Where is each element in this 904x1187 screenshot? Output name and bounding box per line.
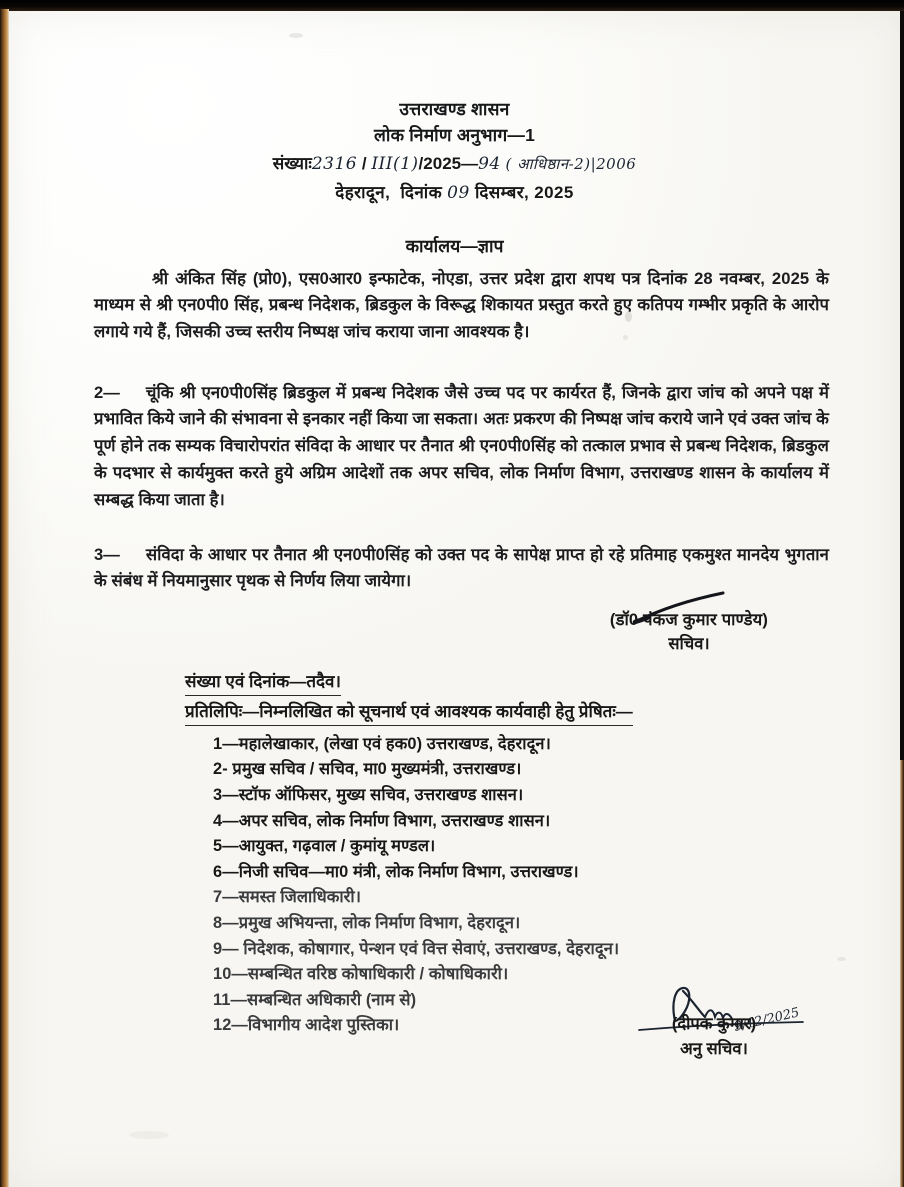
signatory-name-primary: (डॉ0 पंकज कुमार पाण्डेय) — [609, 611, 769, 629]
reference-number-separator-1: / — [361, 153, 367, 173]
signatory-name-secondary: (दीपक कुमार) — [671, 1015, 757, 1033]
paragraph-block-2 — [94, 363, 829, 531]
issuing-authority-line: उत्तराखण्ड शासन — [399, 99, 510, 119]
desk-edge-left — [0, 9, 9, 1187]
paragraph-block-1 — [94, 249, 829, 363]
list-item: 3—स्टॉफ ऑफिसर, मुख्य सचिव, उत्तराखण्ड शासन। — [213, 786, 524, 805]
paragraph-block-3 — [94, 525, 829, 612]
reference-number-hand-part-2: III(1) — [371, 153, 419, 174]
paragraph-3-body: संविदा के आधार पर तैनात श्री एन0पी0सिंह को उक्त पद के सापेक्ष प्राप्त हो रहे प्रतिमाह एकमुश्त मानदेय भुगतान के संबंध में नियमानुसार पृथक से निर्णय लिया जायेगा। — [94, 544, 829, 591]
paragraph-3-number: 3— — [94, 544, 120, 564]
document-header — [9, 11, 900, 206]
issuing-place: देहरादून, — [335, 182, 391, 202]
scanner-bed-top-edge — [0, 0, 904, 11]
distribution-list — [185, 732, 885, 1039]
signature-block-secondary — [549, 1005, 879, 1059]
distribution-subheading: प्रतिलिपिः—निम्नलिखित को सूचनार्थ एवं आवश्यक कार्यवाही हेतु प्रेषितः— — [185, 701, 633, 726]
paragraph-2-text — [94, 380, 829, 514]
reference-number-line — [9, 151, 900, 177]
paragraph-1-body: श्री अंकित सिंह (प्रो0), एस0आर0 इन्फाटेक, नोएडा, उत्तर प्रदेश द्वारा शपथ पत्र दिनांक 28 नवम्बर, 2025 के माध्यम से श्री एन0पी0 सिंह, प्रबन्ध निदेशक, ब्रिडकुल के विरूद्ध शिकायत प्रस्तुत करते हुए कतिपय गम्भीर प्रकृति के आरोप लगाये गये हैं, जिसकी उच्च स्तरीय निष्पक्ष जांच कराया जाना आवश्यक है। — [94, 268, 829, 342]
list-item: 1—महालेखाकार, (लेखा एवं हक0) उत्तराखण्ड, देहरादून। — [213, 734, 551, 753]
list-item: 4—अपर सचिव, लोक निर्माण विभाग, उत्तराखण्ड शासन। — [213, 811, 551, 830]
signatory-designation-secondary: अनु सचिव। — [680, 1040, 748, 1058]
signatory-designation-primary: सचिव। — [668, 635, 710, 653]
date-label: दिनांक — [400, 182, 443, 202]
paragraph-2-number: 2— — [94, 382, 120, 402]
distribution-section — [185, 671, 885, 1039]
list-item: 2- प्रमुख सचिव / सचिव, मा0 मुख्यमंत्री, उत्तराखण्ड। — [213, 760, 522, 779]
reference-number-hand-part-1: 2316 — [311, 153, 358, 174]
reference-number-separator-2: / — [418, 153, 424, 173]
handwritten-date-text: 9/12/2025 — [732, 1005, 801, 1035]
document-page — [9, 11, 900, 1187]
list-item: 12—विभागीय आदेश पुस्तिका। — [213, 1016, 400, 1035]
department-section-line: लोक निर्माण अनुभाग—1 — [373, 124, 536, 145]
reference-number-hand-part-4: ( आधिष्ठान-2) — [505, 154, 591, 173]
paragraph-3-text — [94, 542, 829, 596]
list-item: 7—समस्त जिलाधिकारी। — [213, 888, 362, 907]
desk-edge-right — [900, 760, 904, 1187]
list-item: 6—निजी सचिव—मा0 मंत्री, लोक निर्माण विभाग, उत्तराखण्ड। — [213, 862, 579, 881]
date-day-hand: 09 — [447, 182, 470, 203]
list-item: 9— निदेशक, कोषागार, पेन्शन एवं वित्त सेवाएं, उत्तराखण्ड, देहरादून। — [213, 939, 620, 958]
paragraph-1-text — [94, 266, 829, 347]
paragraph-2-body: चूंकि श्री एन0पी0सिंह ब्रिडकुल में प्रबन्ध निदेशक जैसे उच्च पद पर कार्यरत हैं, जिनके द्वारा जांच को अपने पक्ष में प्रभावित किये जाने की संभावना से इनकार नहीं किया जा सकता। अतः प्रकरण की निष्पक्ष जांच कराये जाने एवं उक्त जांच के पूर्ण होने तक सम्यक विचारोपरांत संविदा के आधार पर तैनात श्री एन0पी0सिंह को तत्काल प्रभाव से प्रबन्ध निदेशक, ब्रिडकुल के पदभार से कार्यमुक्त करते हुये अग्रिम आदेशों तक अपर सचिव, लोक निर्माण विभाग, उत्तराखण्ड शासन के कार्यालय में सम्बद्ध किया जाता है। — [94, 382, 829, 510]
list-item: 10—सम्बन्धित वरिष्ठ कोषाधिकारी / कोषाधिकारी। — [213, 965, 509, 984]
distribution-heading-row — [185, 671, 885, 696]
distribution-subheading-row — [185, 696, 885, 726]
document-subject-title: कार्यालय—ज्ञाप — [405, 236, 504, 257]
signature-block-primary — [509, 607, 869, 654]
list-item: 5—आयुक्त, गढ़वाल / कुमांयू मण्डल। — [213, 837, 436, 856]
reference-number-label: संख्याः — [272, 153, 312, 173]
date-month-year: दिसम्बर, 2025 — [474, 182, 574, 202]
reference-number-hand-part-3: 94 — [478, 153, 501, 174]
paper-sheet — [9, 11, 900, 1187]
list-item: 11—सम्बन्धित अधिकारी (नाम से) — [213, 990, 417, 1009]
place-and-date-line — [9, 180, 900, 206]
reference-number-hand-part-5: |2006 — [590, 154, 637, 173]
distribution-heading: संख्या एवं दिनांक—तदैव। — [185, 671, 341, 696]
list-item: 8—प्रमुख अभियन्ता, लोक निर्माण विभाग, देहरादून। — [213, 914, 521, 933]
reference-number-year: 2025— — [423, 153, 479, 173]
